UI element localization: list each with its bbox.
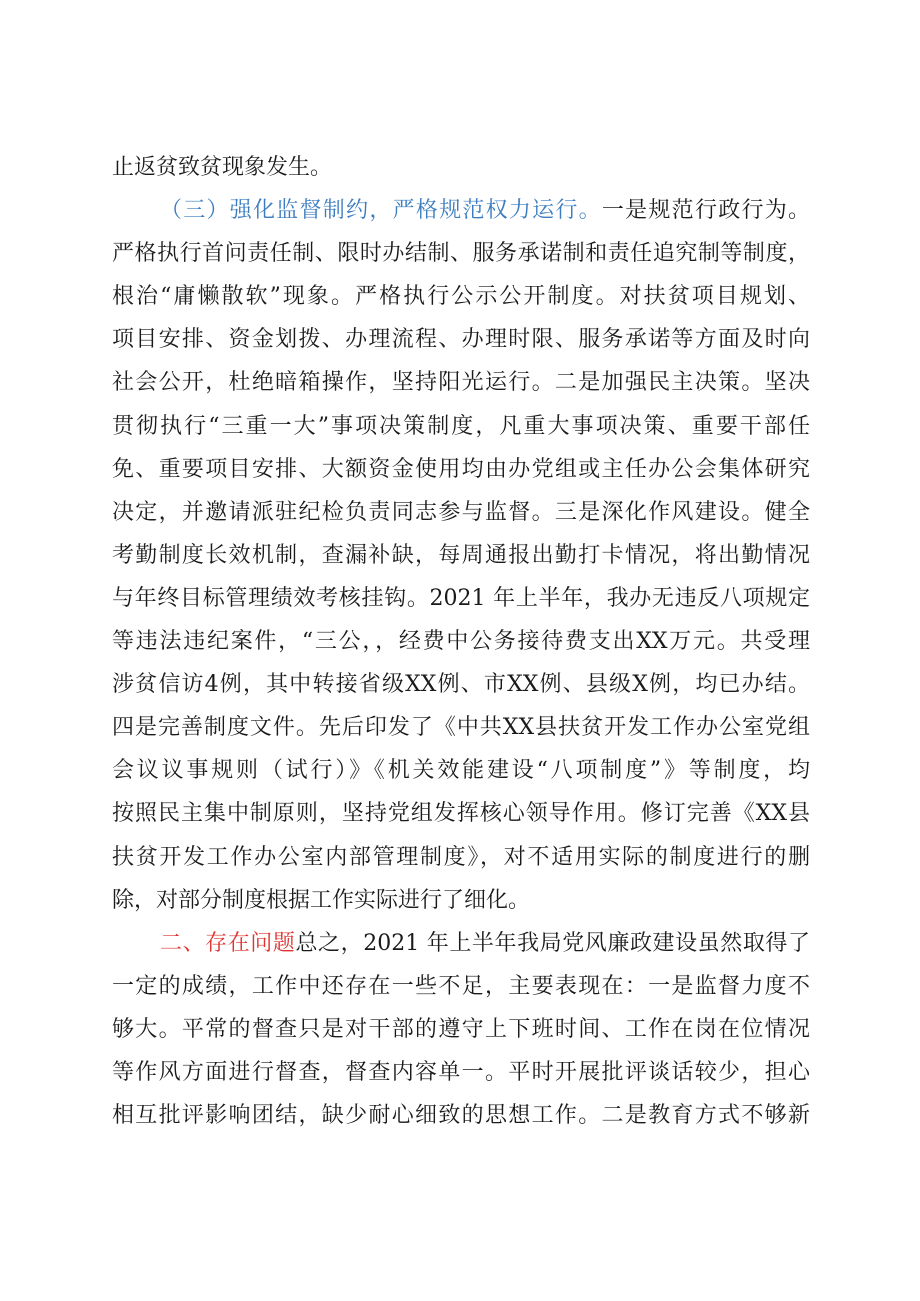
line-text: 等作风方面进行督查，督查内容单一。平时开展批评谈话较少，担心	[112, 1059, 810, 1085]
text-line	[112, 1051, 810, 1094]
line-text: 止返贫致贫现象发生。	[112, 155, 333, 180]
text-line	[112, 448, 810, 491]
line-text: 与年终目标管理绩效考核挂钩。2021 年上半年，我办无违反八项规定	[112, 585, 810, 611]
section-heading: （三）强化监督制约，严格规范权力运行。	[160, 198, 602, 224]
text-line	[112, 1094, 810, 1137]
line-text: 涉贫信访4例，其中转接省级XX例、市XX例、县级X例，均已办结。	[112, 672, 810, 698]
text-line	[112, 189, 810, 232]
line-text: 会议议事规则（试行）》《机关效能建设“八项制度”》等制度，均	[112, 758, 810, 784]
line-text: 项目安排、资金划拨、办理流程、办理时限、服务承诺等方面及时向	[112, 327, 810, 353]
text-line	[112, 749, 810, 792]
text-line	[112, 922, 810, 965]
text-line	[112, 318, 810, 361]
text-line	[112, 405, 810, 448]
line-text: 扶贫开发工作办公室内部管理制度》，对不适用实际的制度进行的删	[112, 844, 810, 870]
text-line	[112, 361, 810, 404]
line-text: 免、重要项目安排、大额资金使用均由办党组或主任办公会集体研究	[112, 456, 810, 482]
text-line	[112, 965, 810, 1008]
text-line	[112, 706, 810, 749]
text-line	[112, 1008, 810, 1051]
line-text: 总之，2021 年上半年我局党风廉政建设虽然取得了	[295, 930, 810, 956]
text-line	[112, 577, 810, 620]
line-text: 决定，并邀请派驻纪检负责同志参与监督。三是深化作风建设。健全	[112, 499, 810, 525]
line-text: 严格执行首问责任制、限时办结制、服务承诺制和责任追究制等制度，	[112, 241, 810, 267]
line-text: 除，对部分制度根据工作实际进行了细化。	[112, 887, 531, 913]
line-text: 考勤制度长效机制，查漏补缺，每周通报出勤打卡情况，将出勤情况	[112, 542, 810, 568]
text-line	[112, 879, 810, 922]
line-text: 等违法违纪案件，“三公，，经费中公务接待费支出XX万元。共受理	[112, 629, 810, 655]
text-line	[112, 146, 810, 189]
line-text: 相互批评影响团结，缺少耐心细致的思想工作。二是教育方式不够新	[112, 1103, 810, 1129]
text-line	[112, 836, 810, 879]
text-line	[112, 491, 810, 534]
text-line	[112, 620, 810, 663]
line-text: 一定的成绩，工作中还存在一些不足，主要表现在：一是监督力度不	[112, 973, 810, 999]
text-line	[112, 534, 810, 577]
document-body	[112, 146, 810, 1137]
section-heading: 二、存在问题	[160, 930, 296, 956]
line-text: 根治“庸懒散软”现象。严格执行公示公开制度。对扶贫项目规划、	[112, 284, 810, 310]
text-line	[112, 232, 810, 275]
line-text: 一是规范行政行为。	[601, 198, 810, 224]
line-text: 社会公开，杜绝暗箱操作，坚持阳光运行。二是加强民主决策。坚决	[112, 370, 810, 396]
line-text: 贯彻执行“三重一大”事项决策制度，凡重大事项决策、重要干部任	[112, 413, 810, 439]
line-text: 四是完善制度文件。先后印发了《中共XX县扶贫开发工作办公室党组	[112, 715, 810, 741]
text-line	[112, 663, 810, 706]
text-line	[112, 275, 810, 318]
line-text: 按照民主集中制原则，坚持党组发挥核心领导作用。修订完善《XX县	[112, 801, 810, 827]
text-line	[112, 792, 810, 835]
line-text: 够大。平常的督查只是对干部的遵守上下班时间、工作在岗在位情况	[112, 1016, 810, 1042]
